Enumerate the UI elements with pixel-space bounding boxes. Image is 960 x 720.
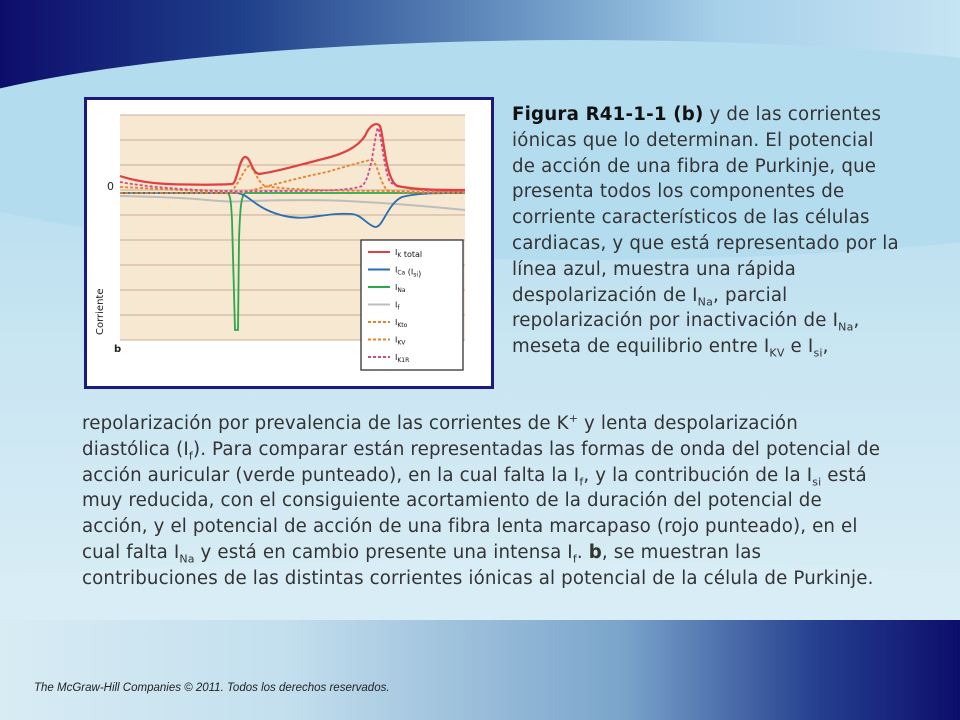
caption-sub: f xyxy=(579,475,584,489)
caption-text: , meseta de equilibrio entre I xyxy=(512,310,860,358)
caption-text: , xyxy=(822,336,829,358)
caption-bottom xyxy=(82,411,892,592)
caption-text: . xyxy=(576,541,589,563)
caption-text: repolarización por prevalencia de las corrientes de K xyxy=(82,413,569,434)
caption-text: y de las corrientes iónicas que lo determinan. El potencial de acción de una fibra de Purkinje, que presenta todos los componentes de corriente característicos de las células cardiacas, y que está representado por la línea azul, muestra una rápida despolarización de I xyxy=(512,104,899,306)
caption-sub: Na xyxy=(838,321,854,335)
caption-text: , se muestran las contribuciones de las distintas corrientes iónicas al potencial de la célula de Purkinje. xyxy=(82,541,874,589)
copyright-footer: The McGraw-Hill Companies © 2011. Todos los derechos reservados. xyxy=(34,682,390,694)
figure-frame xyxy=(84,97,494,389)
caption-sub: Na xyxy=(179,552,195,566)
legend-label: $I_{Ca}$ $(I_{si})$ xyxy=(395,265,422,279)
caption-sub: f xyxy=(188,449,193,463)
legend-label: $I_{K1R}$ xyxy=(395,353,410,364)
legend-label: $I_K$ total xyxy=(395,248,423,259)
legend-label: $I_f$ xyxy=(395,300,400,312)
caption-sub: f xyxy=(572,552,577,566)
figure-label: Figura R41-1-1 (b) xyxy=(512,104,704,125)
caption-bold: b xyxy=(588,541,602,563)
caption-text: está muy reducida, con el consiguiente acortamiento de la duración del potencial de acción, y el potencial de acción de una fibra lenta marcapaso (rojo punteado), en el cual falta I xyxy=(82,464,867,563)
legend-label: $I_{Kto}$ xyxy=(395,318,408,329)
footer-band xyxy=(0,620,960,720)
caption-sub: si xyxy=(813,346,823,360)
caption-text: ). Para comparar están representadas las formas de onda del potencial de acción auricular (verde punteado), en la cual falta la I xyxy=(82,438,881,486)
caption-text: , parcial repolarización por inactivación de I xyxy=(512,284,839,332)
caption-sub: Na xyxy=(697,295,714,309)
caption-sub: si xyxy=(812,475,822,489)
y-axis-label: Corriente xyxy=(95,288,106,335)
legend-label: $I_{Na}$ xyxy=(395,283,406,294)
caption-sup: + xyxy=(568,411,579,425)
caption-sub: KV xyxy=(769,346,785,360)
caption-text: y lenta despolarización diastólica (I xyxy=(82,413,798,460)
caption-text: y está en cambio presente una intensa I xyxy=(194,541,573,563)
caption-text: e I xyxy=(784,336,814,358)
current-plot xyxy=(87,100,491,386)
caption-text: , y la contribución de la I xyxy=(583,464,813,486)
panel-label: b xyxy=(114,344,122,355)
caption-top xyxy=(512,102,902,360)
zero-label: 0 xyxy=(107,180,114,193)
legend-label: $I_{KV}$ xyxy=(395,335,406,347)
